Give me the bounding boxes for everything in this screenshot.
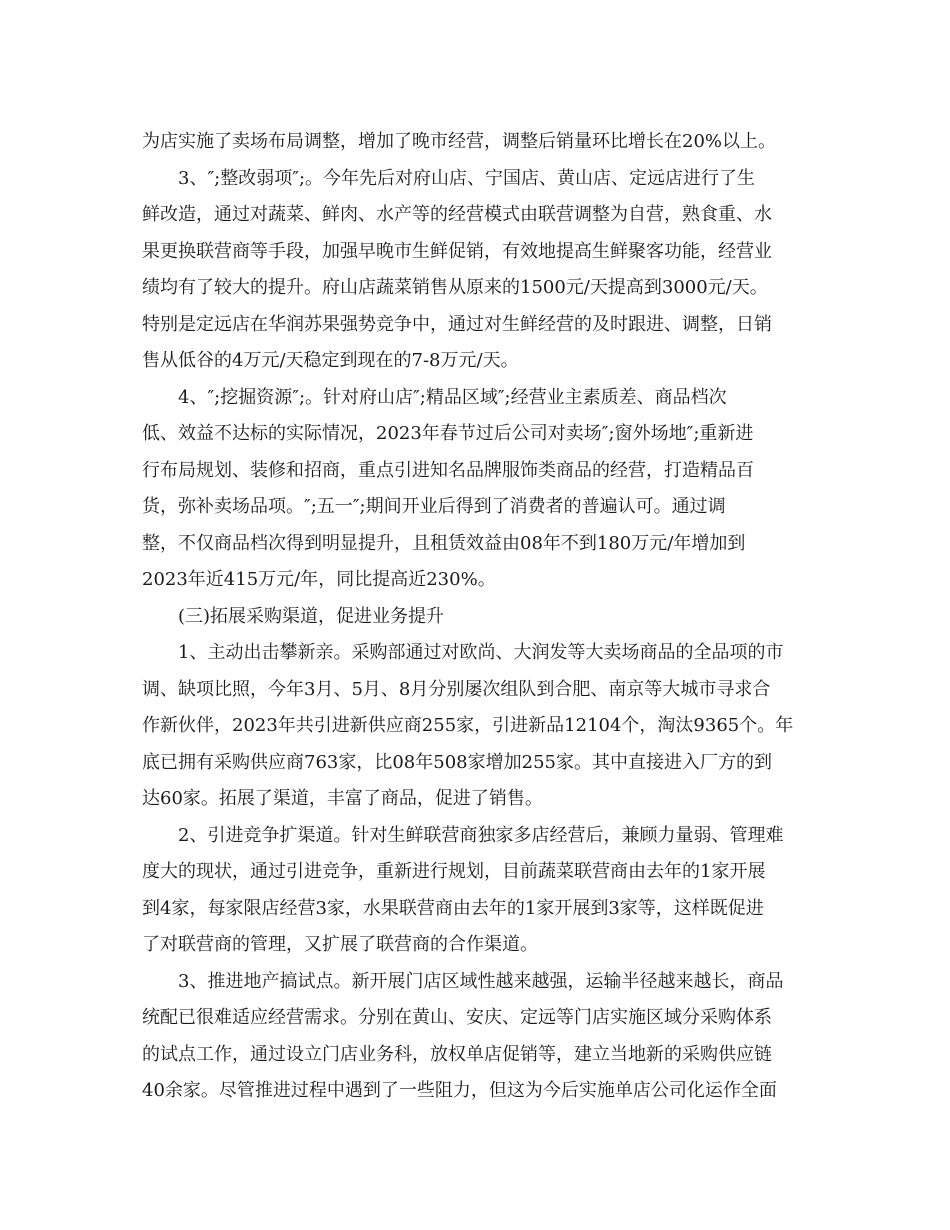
text-line: 整，不仅商品档次得到明显提升，且租赁效益由08年不到180万元/年增加到 bbox=[142, 532, 746, 554]
text-line: 达60家。拓展了渠道，丰富了商品，促进了销售。 bbox=[142, 788, 543, 809]
body-text bbox=[142, 124, 810, 1110]
text-line: 度大的现状，通过引进竞争，重新进行规划，目前蔬菜联营商由去年的1家开展 bbox=[142, 861, 766, 882]
text-line: 底已拥有采购供应商763家，比08年508家增加255家。其中直接进入厂方的到 bbox=[142, 751, 772, 773]
text-line: 为店实施了卖场布局调整，增加了晚市经营，调整后销量环比增长在20%以上。 bbox=[142, 131, 777, 152]
text-line: 售从低谷的4万元/天稳定到现在的7-8万元/天。 bbox=[142, 350, 519, 371]
text-line: 2、引进竞争扩渠道。针对生鲜联营商独家多店经营后，兼顾力量弱、管理难 bbox=[178, 824, 784, 846]
text-line: 鲜改造，通过对蔬菜、鲜肉、水产等的经营模式由联营调整为自营，熟食重、水 bbox=[142, 204, 772, 225]
text-line: 绩均有了较大的提升。府山店蔬菜销售从原来的1500元/天提高到3000元/天。 bbox=[142, 277, 768, 298]
text-line: 到4家，每家限店经营3家，水果联营商由去年的1家开展到3家等，这样既促进 bbox=[142, 897, 764, 919]
text-line: 调、缺项比照，今年3月、5月、8月分别屡次组队到合肥、南京等大城市寻求合 bbox=[142, 678, 771, 700]
text-line: 低、效益不达标的实际情况，2023年春节过后公司对卖场″;窗外场地″;重新进 bbox=[142, 423, 754, 444]
text-line: 的试点工作，通过设立门店业务科，放权单店促销等，建立当地新的采购供应链 bbox=[142, 1043, 772, 1065]
text-line: 2023年近415万元/年，同比提高近230%。 bbox=[142, 569, 496, 590]
text-line: 货，弥补卖场品项。″;五一″;期间开业后得到了消费者的普遍认可。通过调 bbox=[142, 496, 726, 517]
text-line: 4、″;挖掘资源″;。针对府山店″;精品区域″;经营业主素质差、商品档次 bbox=[178, 386, 727, 408]
text-line: 特别是定远店在华润苏果强势竞争中，通过对生鲜经营的及时跟进、调整，日销 bbox=[142, 313, 772, 335]
text-line: 3、推进地产搞试点。新开展门店区域性越来越强，运输半径越来越长，商品 bbox=[178, 970, 784, 992]
text-line: 1、主动出击攀新亲。采购部通过对欧尚、大润发等大卖场商品的全品项的市 bbox=[178, 642, 784, 663]
text-line: 行布局规划、装修和招商，重点引进知名品牌服饰类商品的经营，打造精品百 bbox=[142, 459, 754, 481]
text-line: 3、″;整改弱项″;。今年先后对府山店、宁国店、黄山店、定远店进行了生 bbox=[178, 167, 756, 189]
text-line: 40余家。尽管推进过程中遇到了一些阻力，但这为今后实施单店公司化运作全面 bbox=[142, 1080, 777, 1101]
text-line: 了对联营商的管理，又扩展了联营商的合作渠道。 bbox=[142, 934, 538, 955]
text-line: 统配已很难适应经营需求。分别在黄山、安庆、定远等门店实施区域分采购体系 bbox=[142, 1007, 772, 1028]
text-line: 果更换联营商等手段，加强早晚市生鲜促销，有效地提高生鲜聚客功能，经营业 bbox=[142, 240, 772, 262]
text-line: 作新伙伴，2023年共引进新供应商255家，引进新品12104个，淘汰9365个。年 bbox=[142, 715, 794, 736]
text-line: (三)拓展采购渠道，促进业务提升 bbox=[178, 605, 445, 627]
